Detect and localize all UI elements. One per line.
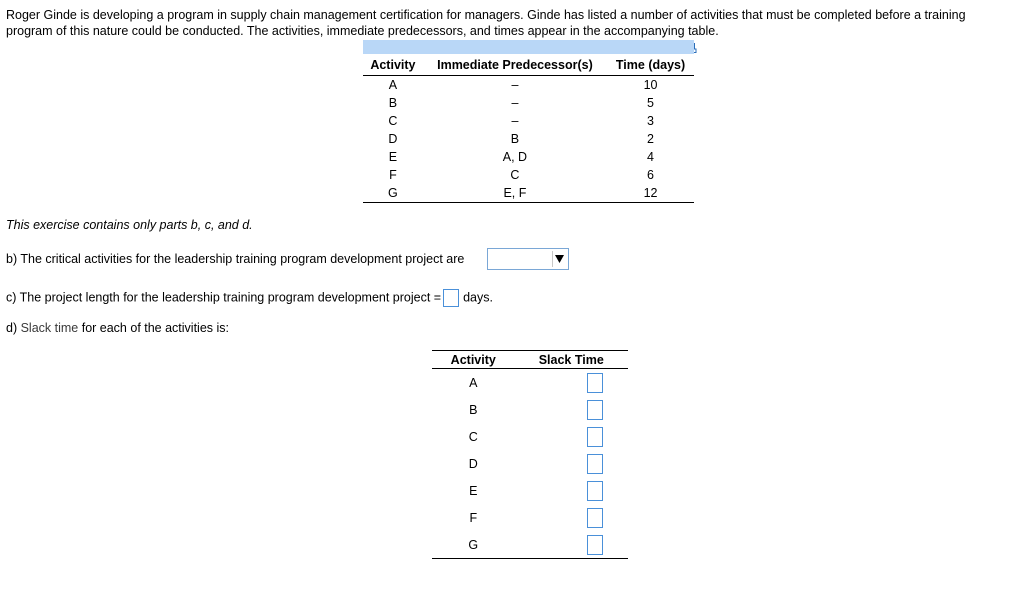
- activity-cell: B: [388, 96, 398, 110]
- table-row: [363, 94, 694, 112]
- activity-cell: A: [469, 375, 478, 390]
- activity-cell: E: [469, 483, 478, 498]
- predecessor-cell: C: [510, 168, 520, 182]
- slack-input-e[interactable]: [587, 481, 603, 501]
- predecessor-cell: B: [510, 132, 520, 146]
- part-d-suffix: for each of the activities is:: [78, 321, 230, 335]
- slack-cell: [515, 504, 628, 531]
- activity-cell: C: [388, 114, 398, 128]
- slack-cell: [515, 369, 628, 397]
- part-b-question: b) The critical activities for the leadership training program development project are: [6, 252, 465, 266]
- table-row: [363, 166, 694, 184]
- slack-input-f[interactable]: [587, 508, 603, 528]
- table-row: [432, 369, 628, 397]
- table-row: [363, 148, 694, 166]
- predecessor-cell: –: [511, 114, 519, 128]
- time-cell: 6: [647, 168, 654, 182]
- part-c-unit: days.: [463, 290, 493, 305]
- problem-intro: Roger Ginde is developing a program in supply chain management certification for managers. Ginde has listed a number of activities that must be completed before a training program of this nature could be conducted. The activities, immediate predecessors, and times appear in the accompanying table.: [6, 8, 966, 38]
- slack-cell: [515, 531, 628, 559]
- predecessor-cell: –: [511, 96, 519, 110]
- slack-input-a[interactable]: [587, 373, 603, 393]
- activity-cell: D: [388, 132, 398, 146]
- time-cell: 4: [647, 150, 654, 164]
- table-row: [432, 504, 628, 531]
- table-row: [363, 130, 694, 148]
- part-d-prefix: d): [6, 321, 21, 335]
- slack-input-d[interactable]: [587, 454, 603, 474]
- exercise-note: This exercise contains only parts b, c, and d.: [6, 218, 253, 232]
- part-c-question: [6, 289, 493, 307]
- slack-cell: [515, 477, 628, 504]
- part-c-text: c) The project length for the leadership training program development project =: [6, 290, 442, 305]
- time-cell: 10: [643, 78, 658, 92]
- activity-cell: E: [388, 150, 398, 164]
- col-header-activity: Activity: [363, 54, 423, 76]
- col-header-slack-time: Slack Time: [515, 351, 628, 369]
- table-row: [363, 76, 694, 95]
- activity-cell: B: [469, 402, 478, 417]
- col-header-predecessors: Immediate Predecessor(s): [423, 54, 607, 76]
- activity-cell: A: [388, 78, 398, 92]
- activity-cell: C: [468, 429, 478, 444]
- slack-time-link[interactable]: Slack time: [20, 321, 79, 335]
- table-row: [432, 450, 628, 477]
- table-row: [432, 396, 628, 423]
- slack-table-container: [432, 350, 628, 559]
- slack-input-c[interactable]: [587, 427, 603, 447]
- time-cell: 2: [647, 132, 654, 146]
- activity-table-container: [363, 40, 694, 203]
- slack-input-g[interactable]: [587, 535, 603, 555]
- time-cell: 5: [647, 96, 654, 110]
- predecessor-cell: E, F: [423, 184, 607, 203]
- slack-cell: [515, 423, 628, 450]
- col-header-activity: Activity: [432, 351, 515, 369]
- slack-input-b[interactable]: [587, 400, 603, 420]
- table-row: [432, 423, 628, 450]
- slack-table: [432, 350, 628, 559]
- activity-cell: D: [468, 456, 478, 471]
- predecessor-cell: –: [511, 78, 519, 92]
- activity-cell: G: [363, 184, 423, 203]
- slack-cell: [515, 396, 628, 423]
- activity-cell: F: [469, 510, 478, 525]
- table-row: [363, 112, 694, 130]
- project-length-input[interactable]: [443, 289, 459, 307]
- activity-cell: G: [432, 531, 515, 559]
- slack-cell: [515, 450, 628, 477]
- table-header-band: [363, 40, 694, 54]
- activity-table: [363, 54, 694, 203]
- time-cell: 3: [647, 114, 654, 128]
- table-row: [363, 184, 694, 203]
- critical-activities-dropdown[interactable]: [487, 248, 569, 270]
- dropdown-arrow[interactable]: [552, 251, 566, 267]
- predecessor-cell: A, D: [502, 150, 528, 164]
- time-cell: 12: [607, 184, 694, 203]
- activity-cell: F: [389, 168, 397, 182]
- part-d-question: [6, 321, 229, 335]
- table-row: [432, 531, 628, 559]
- triangle-down-icon: [553, 251, 566, 267]
- table-row: [432, 477, 628, 504]
- col-header-time: Time (days): [607, 54, 694, 76]
